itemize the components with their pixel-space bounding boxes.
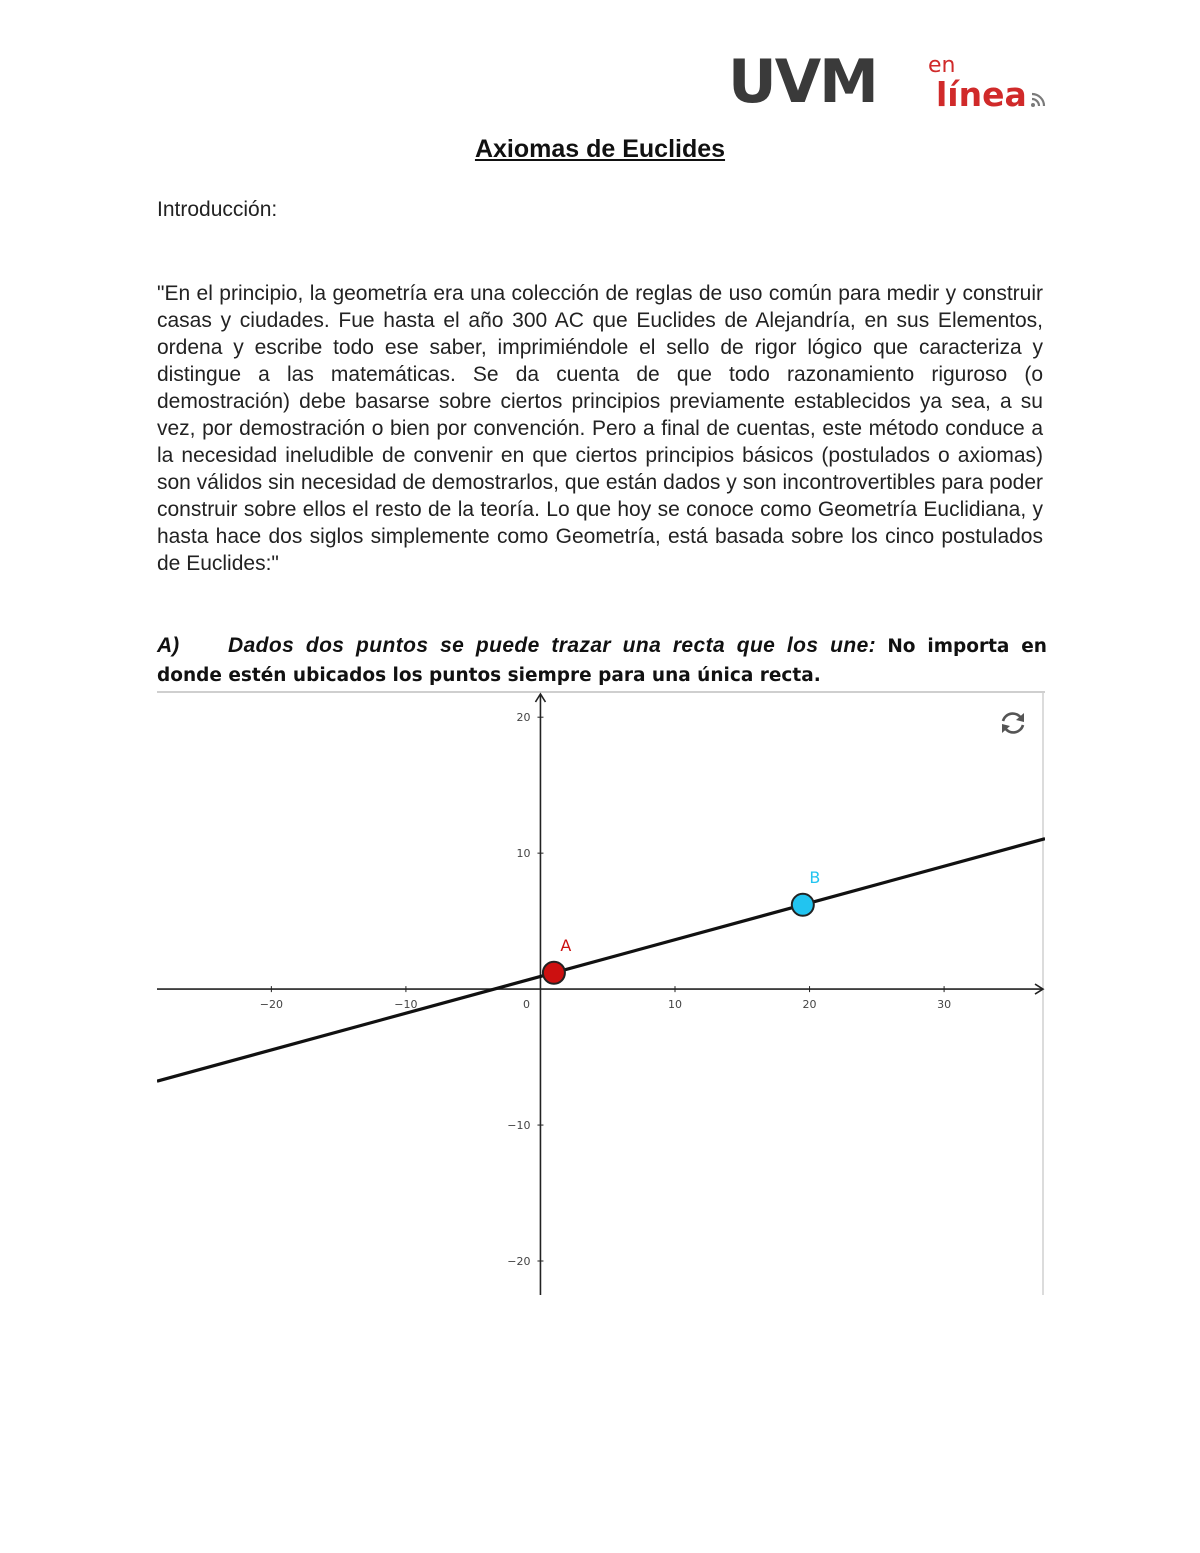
y-tick-label: 10 [516, 847, 531, 861]
intro-paragraph: "En el principio, la geometría era una colección de reglas de uso común para medir y construir casas y ciudades. Fue hasta el año 300 AC que Euclides de Alejandría, en sus Elementos, ordena y escribe todo ese saber, imprimiéndole el sello de rigor lógico que caracteriza y distingue a las matemáticas. Se da cuenta de que todo razonamiento riguroso (o demostración) debe basarse sobre ciertos principios previamente establecidos ya sea, a su vez, por demostración o bien por convención. Pero a final de cuentas, este método conduce a la necesidad ineludible de convenir en que ciertos principios básicos (postulados o axiomas) son válidos sin necesidad de demostrarlos, que están dados y son incontrovertibles para poder construir sobre ellos el resto de la teoría. Lo que hoy se conoce como Geometría Euclidiana, y hasta hace dos siglos simplemente como Geometría, está basada sobre los cinco postulados de Euclides:" [157, 282, 1043, 575]
postulate-letter: A) [157, 634, 180, 657]
x-tick-label: −10 [394, 998, 418, 1012]
y-tick-label: 20 [516, 711, 531, 725]
logo-linea: línea [936, 75, 1027, 114]
x-tick-label: 30 [937, 998, 952, 1012]
logo-brand: UVM [728, 47, 877, 117]
geometry-graph[interactable] [157, 690, 1045, 1295]
graph-canvas[interactable] [157, 690, 1045, 1295]
logo-en: en [928, 53, 956, 78]
postulate-note: No importa en donde estén ubicados los puntos siempre para una única recta. [157, 636, 1047, 686]
x-tick-label: 0 [522, 998, 530, 1012]
y-tick-label: −10 [507, 1119, 531, 1133]
page-title: Axiomas de Euclides [474, 135, 726, 163]
x-tick-label: 20 [802, 998, 817, 1012]
point-a[interactable] [543, 962, 565, 984]
y-tick-label: −20 [507, 1255, 531, 1269]
point-label-a: A [560, 935, 572, 955]
graph-background [157, 690, 1045, 1295]
point-label-b: B [809, 867, 821, 887]
uvm-en-linea-logo [728, 47, 1058, 117]
postulate-statement: Dados dos puntos se puede trazar una recta que los une: [228, 634, 877, 657]
x-tick-label: −20 [259, 998, 283, 1012]
x-tick-label: 10 [668, 998, 682, 1012]
postulate-a [157, 632, 1047, 690]
point-b[interactable] [792, 894, 814, 916]
intro-label: Introducción: [157, 198, 278, 221]
signal-icon [1030, 90, 1050, 110]
